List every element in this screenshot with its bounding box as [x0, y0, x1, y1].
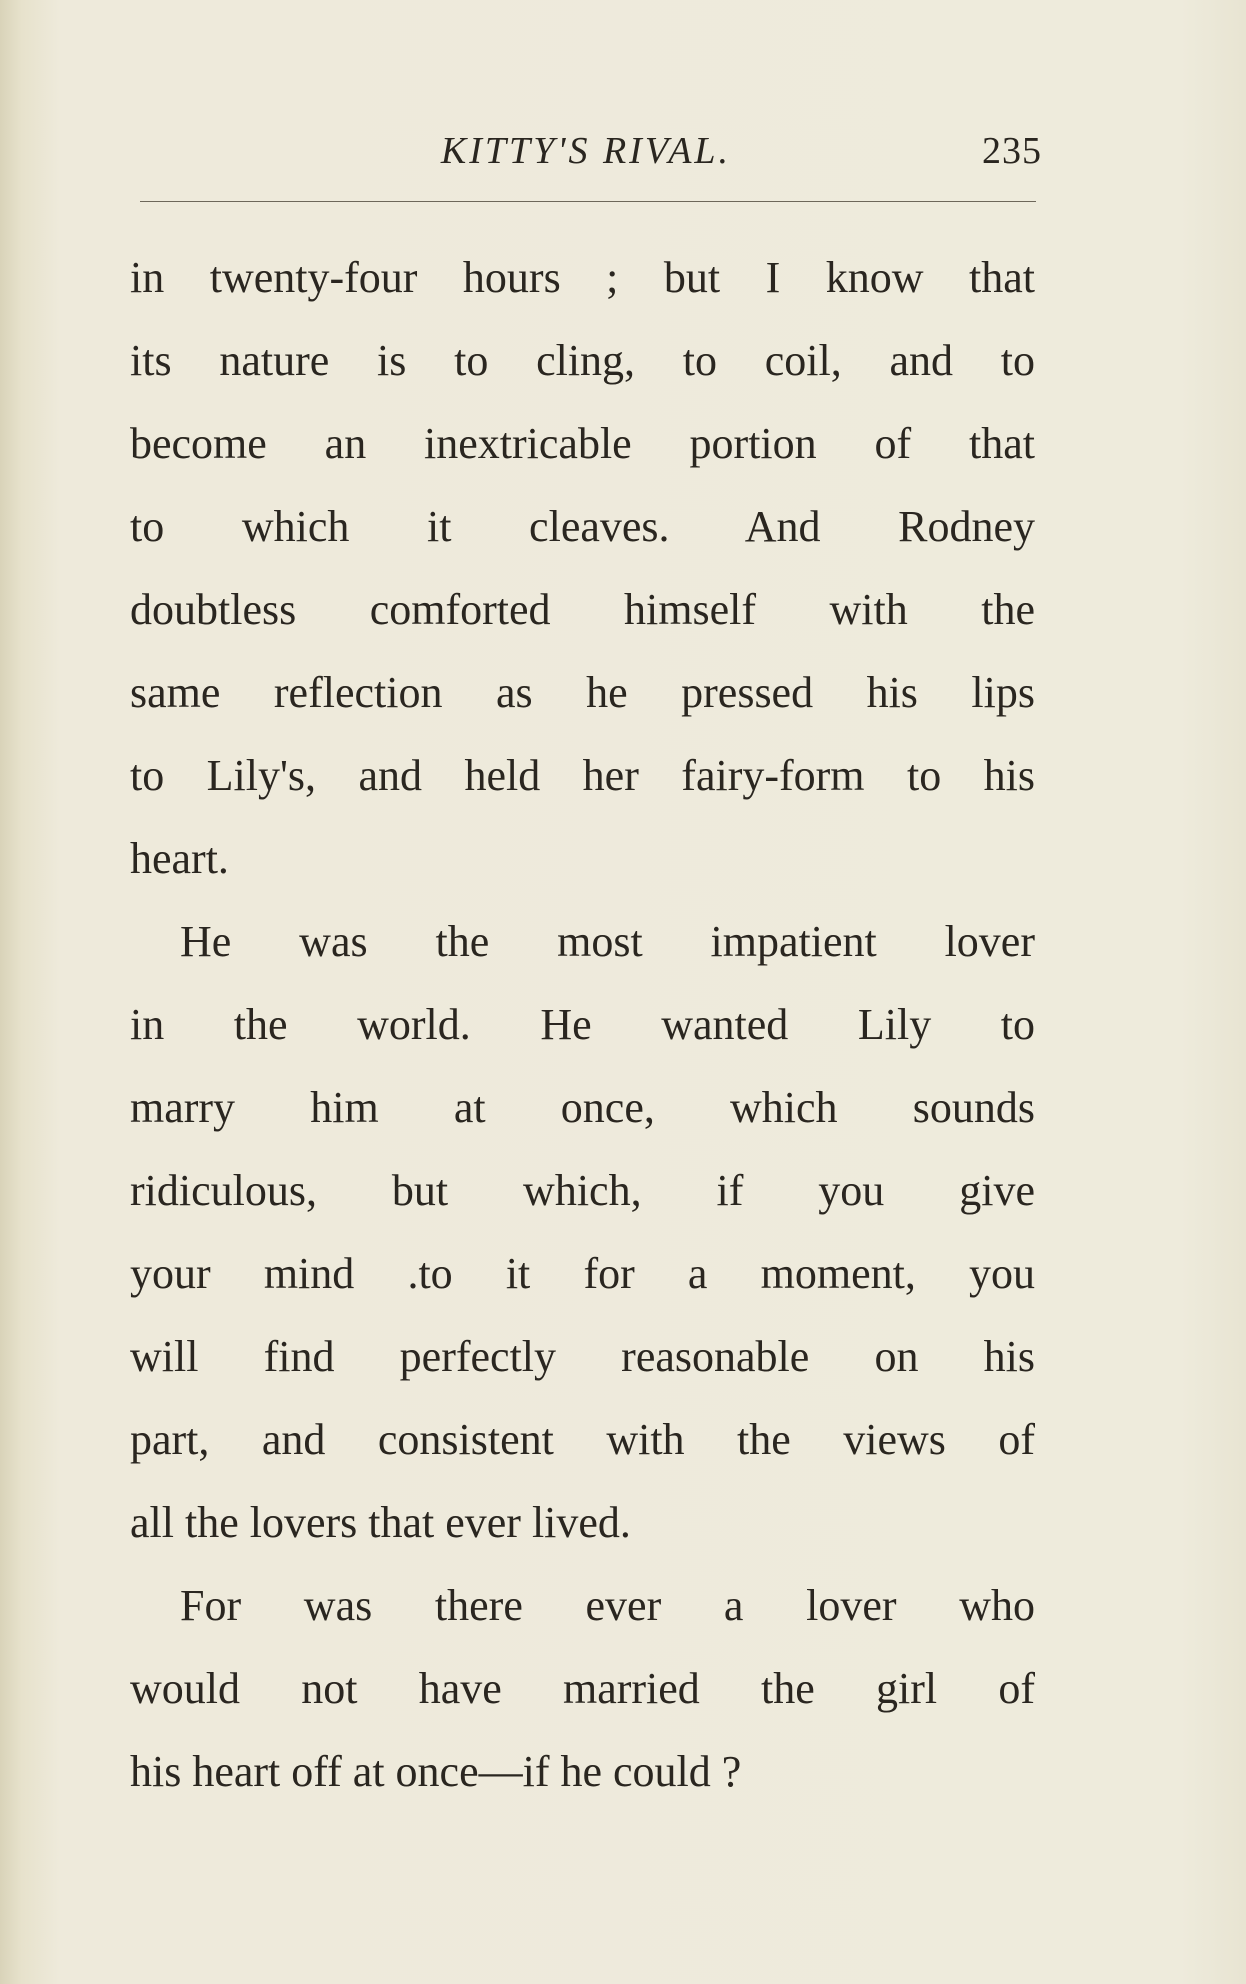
- text-line: same reflection as he pressed his lips: [130, 668, 1035, 717]
- paragraph-3: [130, 1564, 1035, 1813]
- running-title: KITTY'S RIVAL.: [440, 130, 732, 172]
- text-line: in twenty-four hours ; but I know that: [130, 253, 1035, 302]
- text-line: his heart off at once—if he could ?: [130, 1747, 742, 1796]
- text-line: would not have married the girl of: [130, 1664, 1035, 1713]
- text-line: all the lovers that ever lived.: [130, 1498, 631, 1547]
- paragraph-1: [130, 236, 1035, 900]
- text-line: marry him at once, which sounds: [130, 1083, 1035, 1132]
- text-line: to which it cleaves. And Rodney: [130, 502, 1035, 551]
- text-line: ridiculous, but which, if you give: [130, 1166, 1035, 1215]
- paragraph-2: [130, 900, 1035, 1564]
- text-line: its nature is to cling, to coil, and to: [130, 336, 1035, 385]
- text-line: heart.: [130, 834, 229, 883]
- text-line: doubtless comforted himself with the: [130, 585, 1035, 634]
- text-line: in the world. He wanted Lily to: [130, 1000, 1035, 1049]
- text-line: your mind .to it for a moment, you: [130, 1249, 1035, 1298]
- body-text: [130, 236, 1035, 1813]
- text-line: part, and consistent with the views of: [130, 1415, 1035, 1464]
- text-line: to Lily's, and held her fairy-form to his: [130, 751, 1035, 800]
- running-head: [130, 128, 1042, 174]
- header-rule: [140, 201, 1036, 202]
- text-line: He was the most impatient lover: [180, 917, 1035, 966]
- page-number: 235: [982, 130, 1042, 172]
- text-line: will find perfectly reasonable on his: [130, 1332, 1035, 1381]
- text-line: For was there ever a lover who: [180, 1581, 1035, 1630]
- text-line: become an inextricable portion of that: [130, 419, 1035, 468]
